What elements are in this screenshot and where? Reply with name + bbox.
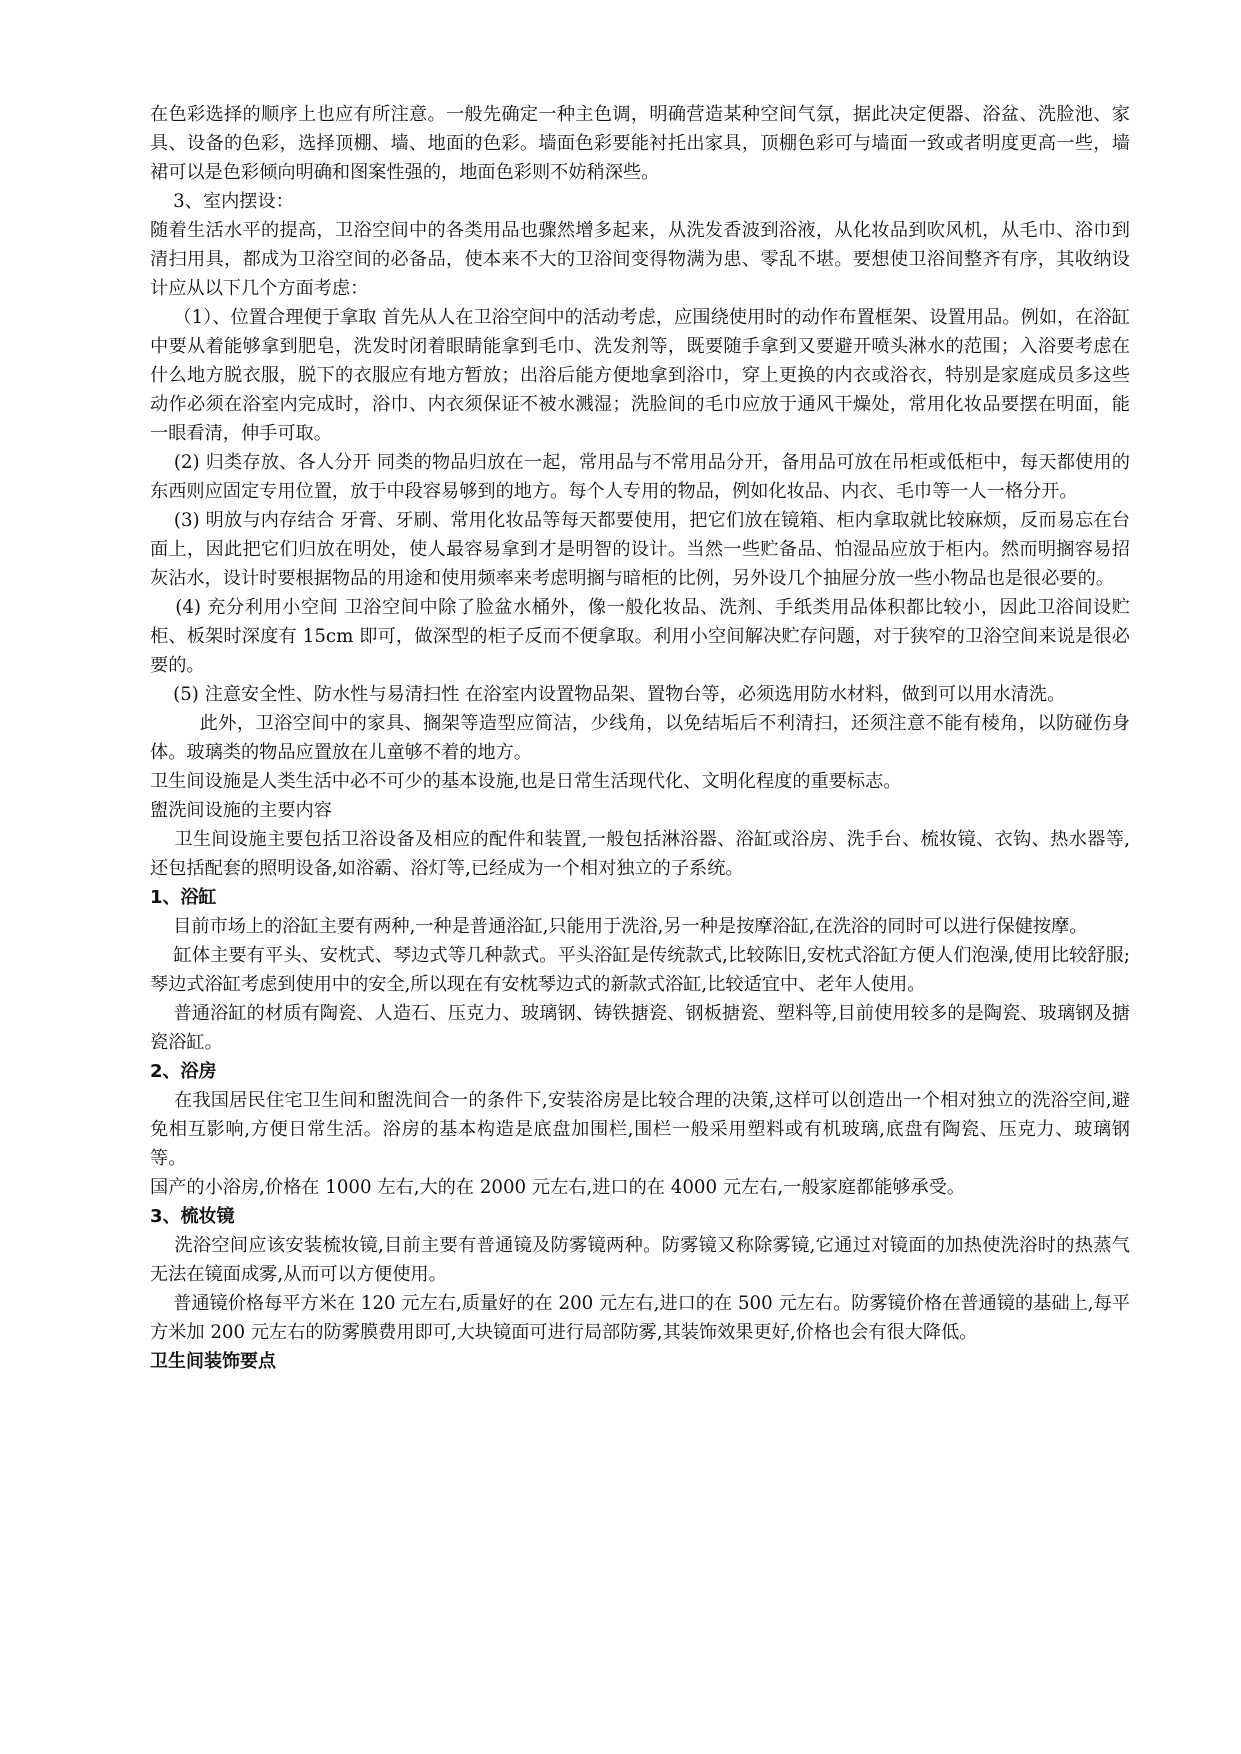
paragraph: 盥洗间设施的主要内容 [150, 800, 332, 821]
paragraph: (4) 充分利用小空间 卫浴空间中除了脸盆水桶外，像一般化妆品、洗剂、手纸类用品体积都比较小，因此卫浴间设贮柜、板架时深度有 15cm 即可，做深型的柜子反而不便拿取。利用小空间解决贮存问题，对于狭窄的卫浴空间来说是很必要的。 [150, 597, 1130, 676]
paragraph: 此外，卫浴空间中的家具、搁架等造型应简洁，少线角，以免结垢后不利清扫，还须注意不能有棱角，以防碰伤身体。玻璃类的物品应置放在儿童够不着的地方。 [150, 713, 1130, 763]
document-page [150, 100, 1130, 1376]
heading-decoration-points: 卫生间装饰要点 [150, 1351, 276, 1372]
section-heading: 3、室内摆设： [150, 191, 294, 212]
heading-shower-room: 2、浴房 [150, 1061, 217, 1082]
paragraph: 在我国居民住宅卫生间和盥洗间合一的条件下,安装浴房是比较合理的决策,这样可以创造出一个相对独立的洗浴空间,避免相互影响,方便日常生活。浴房的基本构造是底盘加围栏,围栏一般采用塑料或有机玻璃,底盘有陶瓷、压克力、玻璃钢等。 [150, 1090, 1130, 1169]
paragraph: 在色彩选择的顺序上也应有所注意。一般先确定一种主色调，明确营造某种空间气氛，据此决定便器、浴盆、洗脸池、家具、设备的色彩，选择顶棚、墙、地面的色彩。墙面色彩要能衬托出家具，顶棚色彩可与墙面一致或者明度更高一些，墙裙可以是色彩倾向明确和图案性强的，地面色彩则不妨稍深些。 [150, 104, 1130, 183]
paragraph: 普通浴缸的材质有陶瓷、人造石、压克力、玻璃钢、铸铁搪瓷、钢板搪瓷、塑料等,目前使用较多的是陶瓷、玻璃钢及搪瓷浴缸。 [150, 1003, 1130, 1053]
heading-bathtub: 1、浴缸 [150, 887, 217, 908]
heading-mirror: 3、梳妆镜 [150, 1206, 235, 1227]
paragraph: 缸体主要有平头、安枕式、琴边式等几种款式。平头浴缸是传统款式,比较陈旧,安枕式浴缸方便人们泡澡,使用比较舒服;琴边式浴缸考虑到使用中的安全,所以现在有安枕琴边式的新款式浴缸,比较适宜中、老年人使用。 [150, 945, 1130, 995]
paragraph: 洗浴空间应该安装梳妆镜,目前主要有普通镜及防雾镜两种。防雾镜又称除雾镜,它通过对镜面的加热使洗浴时的热蒸气无法在镜面成雾,从而可以方便使用。 [150, 1235, 1130, 1285]
paragraph: 目前市场上的浴缸主要有两种,一种是普通浴缸,只能用于洗浴,另一种是按摩浴缸,在洗浴的同时可以进行保健按摩。 [150, 916, 1088, 937]
paragraph: 卫生间设施是人类生活中必不可少的基本设施,也是日常生活现代化、文明化程度的重要标志。 [150, 771, 902, 792]
paragraph: 卫生间设施主要包括卫浴设备及相应的配件和装置,一般包括淋浴器、浴缸或浴房、洗手台、梳妆镜、衣钩、热水器等,还包括配套的照明设备,如浴霸、浴灯等,已经成为一个相对独立的子系统。 [150, 829, 1130, 879]
paragraph: (5) 注意安全性、防水性与易清扫性 在浴室内设置物品架、置物台等，必须选用防水材料，做到可以用水清洗。 [150, 684, 1066, 705]
paragraph: (3) 明放与内存结合 牙膏、牙刷、常用化妆品等每天都要使用，把它们放在镜箱、柜内拿取就比较麻烦，反而易忘在台面上，因此把它们归放在明处，使人最容易拿到才是明智的设计。当然一些贮备品、怕湿品应放于柜内。然而明搁容易招灰沾水，设计时要根据物品的用途和使用频率来考虑明搁与暗柜的比例，另外设几个抽屉分放一些小物品也是很必要的。 [150, 510, 1130, 589]
paragraph: 随着生活水平的提高，卫浴空间中的各类用品也骤然增多起来，从洗发香波到浴液，从化妆品到吹风机，从毛巾、浴巾到清扫用具，都成为卫浴空间的必备品，使本来不大的卫浴间变得物满为患、零乱不堪。要想使卫浴间整齐有序，其收纳设计应从以下几个方面考虑： [150, 220, 1130, 299]
paragraph: (2) 归类存放、各人分开 同类的物品归放在一起，常用品与不常用品分开，备用品可放在吊柜或低柜中，每天都使用的东西则应固定专用位置，放于中段容易够到的地方。每个人专用的物品，例如化妆品、内衣、毛巾等一人一格分开。 [150, 452, 1130, 502]
paragraph: 国产的小浴房,价格在 1000 左右,大的在 2000 元左右,进口的在 4000 元左右,一般家庭都能够承受。 [150, 1177, 966, 1198]
paragraph: 普通镜价格每平方米在 120 元左右,质量好的在 200 元左右,进口的在 500 元左右。防雾镜价格在普通镜的基础上,每平方米加 200 元左右的防雾膜费用即可,大块镜面可进行局部防雾,其装饰效果更好,价格也会有很大降低。 [150, 1293, 1130, 1343]
paragraph: （1）、位置合理便于拿取 首先从人在卫浴空间中的活动考虑，应围绕使用时的动作布置框架、设置用品。例如，在浴缸中要从着能够拿到肥皂，洗发时闭着眼睛能拿到毛巾、洗发剂等，既要随手拿到又要避开喷头淋水的范围；入浴要考虑在什么地方脱衣服，脱下的衣服应有地方暂放；出浴后能方便地拿到浴巾，穿上更换的内衣或浴衣，特别是家庭成员多这些动作必须在浴室内完成时，浴巾、内衣须保证不被水溅湿；洗脸间的毛巾应放于通风干燥处，常用化妆品要摆在明面，能一眼看清，伸手可取。 [150, 307, 1130, 444]
